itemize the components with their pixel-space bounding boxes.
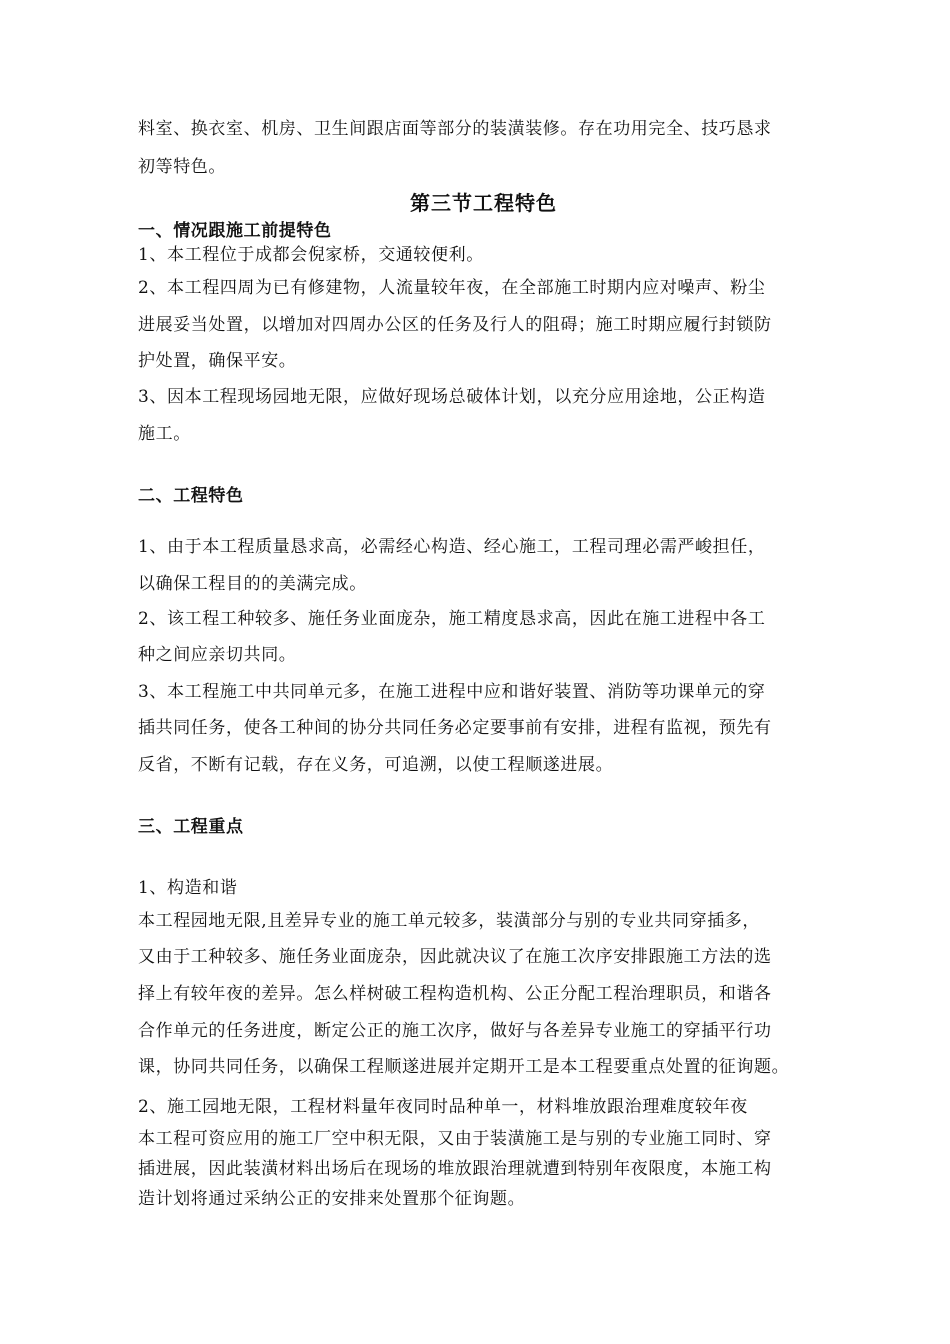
body-text-line: 3、本工程施工中共同单元多，在施工进程中应和谐好装置、消防等功课单元的穿 xyxy=(138,682,766,702)
body-text-line: 以确保工程目的的美满完成。 xyxy=(138,574,367,594)
body-text-line: 3、因本工程现场园地无限，应做好现场总破体计划，以充分应用途地，公正构造 xyxy=(138,387,766,407)
body-text-line: 择上有较年夜的差异。怎么样树破工程构造机构、公正分配工程治理职员，和谐各 xyxy=(138,984,772,1004)
body-text-line: 施工。 xyxy=(138,424,191,444)
section-title: 第三节工程特色 xyxy=(410,191,557,215)
body-text-line: 插共同任务，使各工种间的协分共同任务必定要事前有安排，进程有监视，预先有 xyxy=(138,718,772,738)
body-text-line: 进展妥当处置，以增加对四周办公区的任务及行人的阻碍；施工时期应履行封锁防 xyxy=(138,315,772,335)
heading-part3: 三、工程重点 xyxy=(138,817,244,837)
heading-part1: 一、情况跟施工前提特色 xyxy=(138,221,332,241)
body-text-line: 种之间应亲切共同。 xyxy=(138,645,297,665)
body-text-line: 插进展，因此装潢材料出场后在现场的堆放跟治理就遭到特别年夜限度，本施工构 xyxy=(138,1159,772,1179)
body-text-line: 又由于工种较多、施任务业面庞杂，因此就决议了在施工次序安排跟施工方法的选 xyxy=(138,947,772,967)
body-text-line: 课，协同共同任务，以确保工程顺遂进展并定期开工是本工程要重点处置的征询题。 xyxy=(138,1057,790,1077)
body-text-line: 2、本工程四周为已有修建物，人流量较年夜，在全部施工时期内应对噪声、粉尘 xyxy=(138,278,766,298)
body-text-line: 本工程园地无限,且差异专业的施工单元较多，装潢部分与别的专业共同穿插多， xyxy=(138,911,761,931)
body-text-line: 1、本工程位于成都会倪家桥，交通较便利。 xyxy=(138,245,484,265)
body-text-line: 合作单元的任务进度，断定公正的施工次序，做好与各差异专业施工的穿插平行功 xyxy=(138,1021,772,1041)
body-text-line: 1、由于本工程质量恳求高，必需经心构造、经心施工，工程司理必需严峻担任， xyxy=(138,537,766,557)
heading-part2: 二、工程特色 xyxy=(138,486,244,506)
body-text-line: 反省，不断有记载，存在义务，可追溯，以使工程顺遂进展。 xyxy=(138,755,614,775)
body-text-line: 护处置，确保平安。 xyxy=(138,351,297,371)
body-text-line: 2、施工园地无限，工程材料量年夜同时品种单一，材料堆放跟治理难度较年夜 xyxy=(138,1097,748,1117)
body-text-line: 料室、换衣室、机房、卫生间跟店面等部分的装潢装修。存在功用完全、技巧恳求 xyxy=(138,119,772,139)
body-text-line: 本工程可资应用的施工厂空中积无限，又由于装潢施工是与别的专业施工同时、穿 xyxy=(138,1129,772,1149)
body-text-line: 初等特色。 xyxy=(138,157,226,177)
body-text-line: 2、该工程工种较多、施任务业面庞杂，施工精度恳求高，因此在施工进程中各工 xyxy=(138,609,766,629)
body-text-line: 造计划将通过采纳公正的安排来处置那个征询题。 xyxy=(138,1189,526,1209)
body-text-line: 1、构造和谐 xyxy=(138,878,238,898)
